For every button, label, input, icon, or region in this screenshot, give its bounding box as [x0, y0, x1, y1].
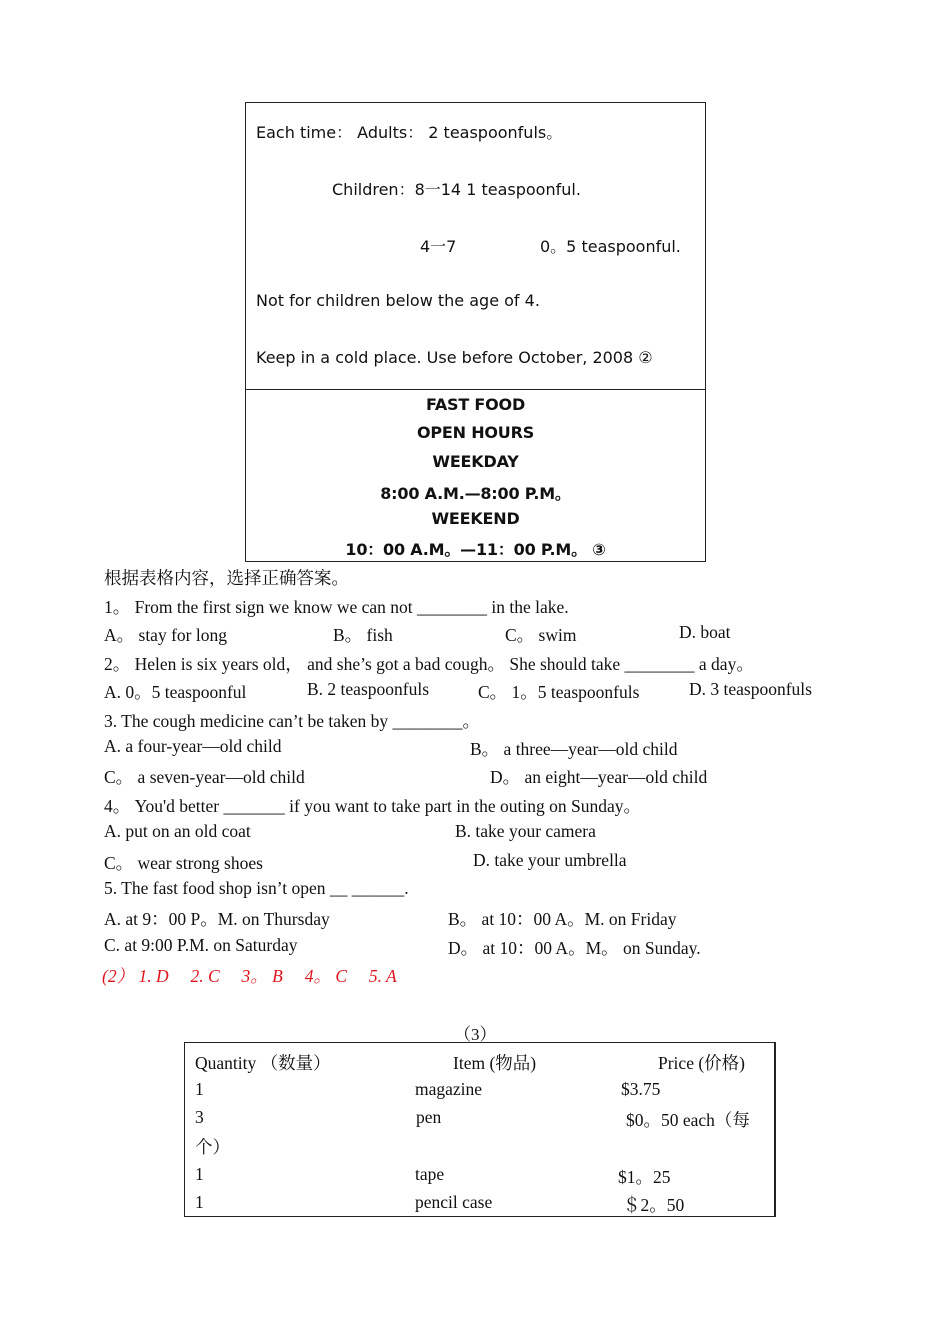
- q4-option-d: D. take your umbrella: [473, 850, 627, 870]
- row-2-qty: 3: [195, 1107, 204, 1127]
- weekend-time: 10：00 A.M。—11：00 P.M。 ③: [345, 540, 606, 559]
- header-item: Item (物品): [453, 1053, 537, 1073]
- question-1: 1。 From the first sign we know we can not ________ in the lake.: [104, 597, 569, 617]
- q4-option-a: A. put on an old coat: [104, 821, 251, 841]
- row-1-qty: 1: [195, 1079, 204, 1099]
- section-3-label: （3）: [454, 1025, 497, 1044]
- q1-option-b: B。 fish: [333, 625, 393, 645]
- instruction-text: 根据表格内容，选择正确答案。: [104, 568, 349, 588]
- weekday-heading: WEEKDAY: [432, 452, 519, 471]
- row-2-price-wrap: 个）: [195, 1137, 230, 1157]
- header-quantity: Quantity （数量）: [195, 1053, 331, 1073]
- q2-option-b: B. 2 teaspoonfuls: [307, 679, 430, 699]
- q5-option-d: D。 at 10：00 A。M。 on Sunday.: [448, 938, 701, 958]
- question-4: 4。 You'd better _______ if you want to take part in the outing on Sunday。: [104, 796, 642, 816]
- sign-dosage-adults: Each time： Adults： 2 teaspoonfuls。: [256, 123, 563, 142]
- fast-food-hours-sign: [245, 389, 706, 562]
- weekend-heading: WEEKEND: [431, 509, 520, 528]
- weekday-time: 8:00 A.M.—8:00 P.M。: [380, 484, 571, 503]
- row-3-qty: 1: [195, 1164, 204, 1184]
- row-3-price: $1。25: [618, 1167, 671, 1187]
- sign-dosage-age-range: 4一7: [420, 237, 457, 256]
- sign-storage-note: Keep in a cold place. Use before October, 2008 ②: [256, 348, 653, 367]
- medicine-label-sign: [245, 102, 706, 390]
- sign-dosage-children: Children：8一14 1 teaspoonful.: [332, 180, 581, 199]
- q5-option-b: B。 at 10：00 A。M. on Friday: [448, 909, 677, 929]
- q2-option-a: A. 0。5 teaspoonful: [104, 682, 247, 702]
- row-2-item: pen: [416, 1107, 442, 1127]
- q3-option-c: C。 a seven-year—old child: [104, 767, 305, 787]
- q1-option-c: C。 swim: [505, 625, 577, 645]
- question-3: 3. The cough medicine can’t be taken by ________。: [104, 711, 480, 731]
- row-4-price: ＄2。50: [623, 1195, 685, 1215]
- q4-option-b: B. take your camera: [455, 821, 596, 841]
- q5-option-c: C. at 9:00 P.M. on Saturday: [104, 935, 298, 955]
- header-price: Price (价格): [658, 1053, 745, 1073]
- q4-option-c: C。 wear strong shoes: [104, 853, 263, 873]
- row-4-qty: 1: [195, 1192, 204, 1212]
- q1-option-a: A。 stay for long: [104, 625, 227, 645]
- row-2-price: $0。50 each（每: [626, 1110, 750, 1130]
- q3-option-b: B。 a three—year—old child: [470, 739, 678, 759]
- price-table: [184, 1042, 776, 1217]
- q3-option-a: A. a four-year—old child: [104, 736, 282, 756]
- row-1-item: magazine: [415, 1079, 483, 1099]
- row-4-item: pencil case: [415, 1192, 493, 1212]
- q2-option-c: C。 1。5 teaspoonfuls: [478, 682, 640, 702]
- question-5: 5. The fast food shop isn’t open __ ______.: [104, 878, 409, 898]
- q1-option-d: D. boat: [679, 622, 731, 642]
- sign-age-warning: Not for children below the age of 4.: [256, 291, 540, 310]
- answer-key: (2） 1. D 2. C 3。 B 4。 C 5. A: [102, 966, 397, 986]
- row-3-item: tape: [415, 1164, 445, 1184]
- sign-dosage-small-children: 0。5 teaspoonful.: [540, 237, 681, 256]
- row-1-price: $3.75: [621, 1079, 661, 1099]
- open-hours-heading: OPEN HOURS: [416, 423, 535, 442]
- question-2: 2。 Helen is six years old， and she’s got a bad cough。 She should take ________ a day。: [104, 654, 754, 674]
- fast-food-title: FAST FOOD: [425, 395, 526, 414]
- q5-option-a: A. at 9：00 P。M. on Thursday: [104, 909, 330, 929]
- q2-option-d: D. 3 teaspoonfuls: [689, 679, 812, 699]
- q3-option-d: D。 an eight—year—old child: [490, 767, 708, 787]
